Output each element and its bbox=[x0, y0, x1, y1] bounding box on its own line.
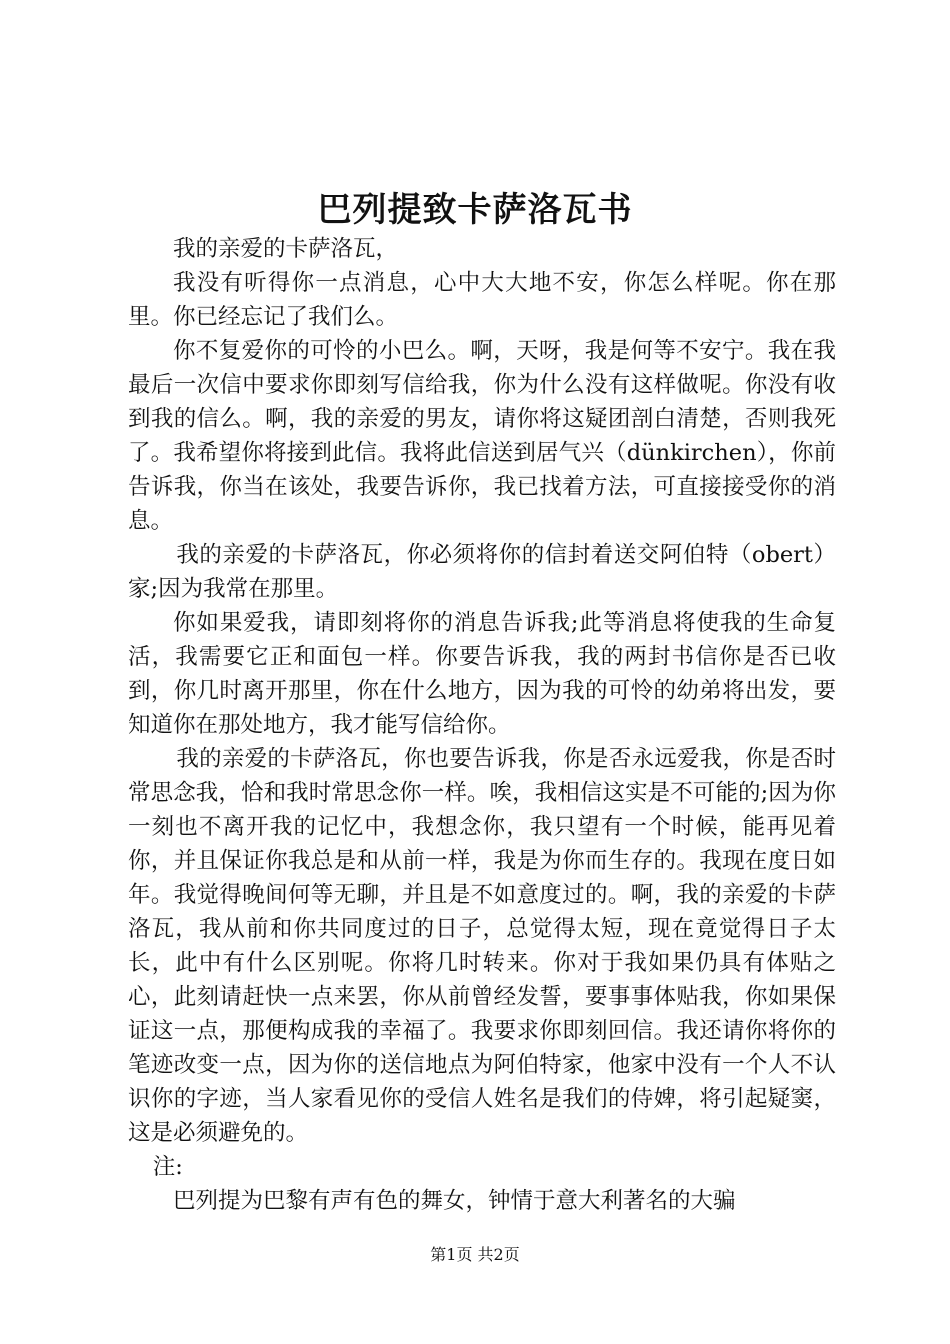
document-body bbox=[128, 232, 836, 1218]
body-paragraph-3: 我的亲爱的卡萨洛瓦，你必须将你的信封着送交阿伯特（obert）家;因为我常在那里。 bbox=[128, 542, 836, 602]
note-paragraph: 巴列提为巴黎有声有色的舞女，钟情于意大利著名的大骗 bbox=[173, 1188, 736, 1214]
body-paragraph-4: 你如果爱我，请即刻将你的消息告诉我;此等消息将使我的生命复活，我需要它正和面包一样。你要告诉我，我的两封书信你是否已收到，你几时离开那里，你在什么地方，因为我的可怜的幼弟将出发，要知道你在那处地方，我才能写信给你。 bbox=[128, 610, 836, 738]
salutation-paragraph: 我的亲爱的卡萨洛瓦， bbox=[173, 236, 399, 262]
body-paragraph-5: 我的亲爱的卡萨洛瓦，你也要告诉我，你是否永远爱我，你是否时常思念我，恰和我时常思念你一样。唉，我相信这实是不可能的;因为你一刻也不离开我的记忆中，我想念你，我只望有一个时候，能再见着你，并且保证你我总是和从前一样，我是为你而生存的。我现在度日如年。我觉得晚间何等无聊，并且是不如意度过的。啊，我的亲爱的卡萨洛瓦，我从前和你共同度过的日子，总觉得太短，现在竟觉得日子太长，此中有什么区别呢。你将几时转来。你对于我如果仍具有体贴之心，此刻请赶快一点来罢，你从前曾经发誓，要事事体贴我，你如果保证这一点，那便构成我的幸福了。我要求你即刻回信。我还请你将你的笔迹改变一点，因为你的送信地点为阿伯特家，他家中没有一个人不认识你的字迹，当人家看见你的受信人姓名是我们的侍婢，将引起疑窦，这是必须避免的。 bbox=[128, 746, 836, 1146]
body-paragraph-2: 你不复爱你的可怜的小巴么。啊，天呀，我是何等不安宁。我在我最后一次信中要求你即刻写信给我，你为什么没有这样做呢。你没有收到我的信么。啊，我的亲爱的男友，请你将这疑团剖白清楚，否则我死了。我希望你将接到此信。我将此信送到居气兴（dünkirchen），你前告诉我，你当在该处，我要告诉你，我已找着方法，可直接接受你的消息。 bbox=[128, 338, 836, 534]
note-label: 注: bbox=[152, 1154, 183, 1180]
body-paragraph-1: 我没有听得你一点消息，心中大大地不安，你怎么样呢。你在那里。你已经忘记了我们么。 bbox=[128, 270, 836, 330]
document-title: 巴列提致卡萨洛瓦书 bbox=[317, 190, 633, 230]
page-footer: 第1页 共2页 bbox=[430, 1245, 520, 1264]
